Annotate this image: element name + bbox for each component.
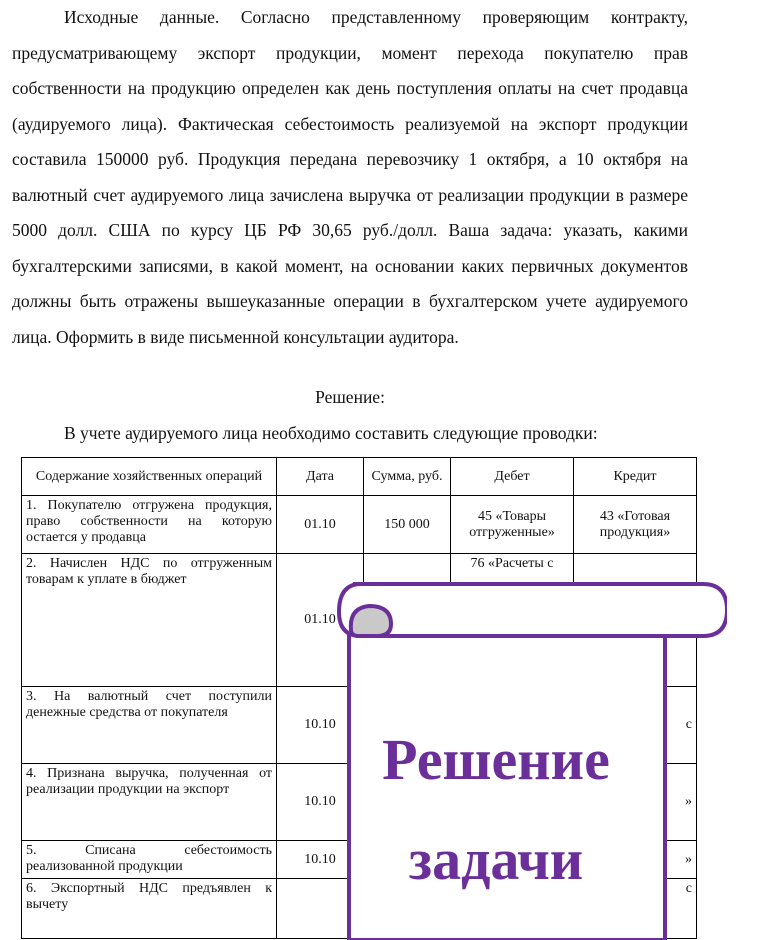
date-cell: 01.10	[277, 496, 364, 554]
credit-cell: 43 «Готовая продукция»	[574, 496, 697, 554]
task-paragraph: Исходные данные. Согласно представленному проверяющим контракту, предусматривающему экспорт продукции, момент перехода покупателю прав собственности на продукцию определен как день поступления оплаты на счет продавца (аудируемого лица). Фактическая себестоимость реализуемой на экспорт продукции составила 150000 руб. Продукция передана перевозчику 1 октября, а 10 октября на валютный счет аудируемого лица зачислена выручка от реализации продукции в размере 5000 долл. США по курсу ЦБ РФ 30,65 руб./долл. Ваша задача: указать, какими бухгалтерскими записями, в какой момент, на основании каких первичных документов должны быть отражены вышеуказанные операции в бухгалтерском учете аудируемого лица. Оформить в виде письменной консультации аудитора.	[12, 7, 688, 347]
operation-cell: 2. Начислен НДС по отгруженным товарам к уплате в бюджет	[22, 554, 277, 687]
debit-cell: 45 «Товары отгруженные»	[451, 496, 574, 554]
debit-cell: 76 «Расчеты с	[451, 554, 574, 687]
sum-cell: 150 000	[364, 496, 451, 554]
operation-cell: 5. Списана себестоимость реализованной продукции	[22, 841, 277, 879]
date-cell: 10.10	[277, 841, 364, 879]
credit-cell: »	[574, 764, 697, 841]
credit-cell: с	[574, 879, 697, 939]
date-cell: 10.10	[277, 687, 364, 764]
scroll-banner	[335, 580, 727, 940]
intro-text: В учете аудируемого лица необходимо составить следующие проводки:	[64, 423, 598, 443]
header-cell: Содержание хозяйственных операций	[22, 458, 277, 496]
banner-title-line2: задачи	[408, 827, 584, 892]
header-cell: Кредит	[574, 458, 697, 496]
operation-cell: 3. На валютный счет поступили денежные средства от покупателя	[22, 687, 277, 764]
banner-title-line1: Решение	[382, 727, 610, 792]
scroll-curl	[351, 606, 391, 636]
header-cell: Сумма, руб.	[364, 458, 451, 496]
date-cell: 01.10	[277, 554, 364, 687]
operation-cell: 6. Экспортный НДС предъявлен к вычету	[22, 879, 277, 939]
scroll-roll	[339, 584, 727, 636]
solution-heading: Решение:	[315, 387, 385, 407]
credit-cell: с	[574, 687, 697, 764]
date-cell: 10.10	[277, 764, 364, 841]
header-cell: Дебет	[451, 458, 574, 496]
operation-cell: 4. Признана выручка, полученная от реализации продукции на экспорт	[22, 764, 277, 841]
header-cell: Дата	[277, 458, 364, 496]
table-row	[22, 496, 697, 554]
operation-cell: 1. Покупателю отгружена продукция, право собственности на которую остается у продавца	[22, 496, 277, 554]
credit-cell: »	[574, 841, 697, 879]
table-header-row	[22, 458, 697, 496]
